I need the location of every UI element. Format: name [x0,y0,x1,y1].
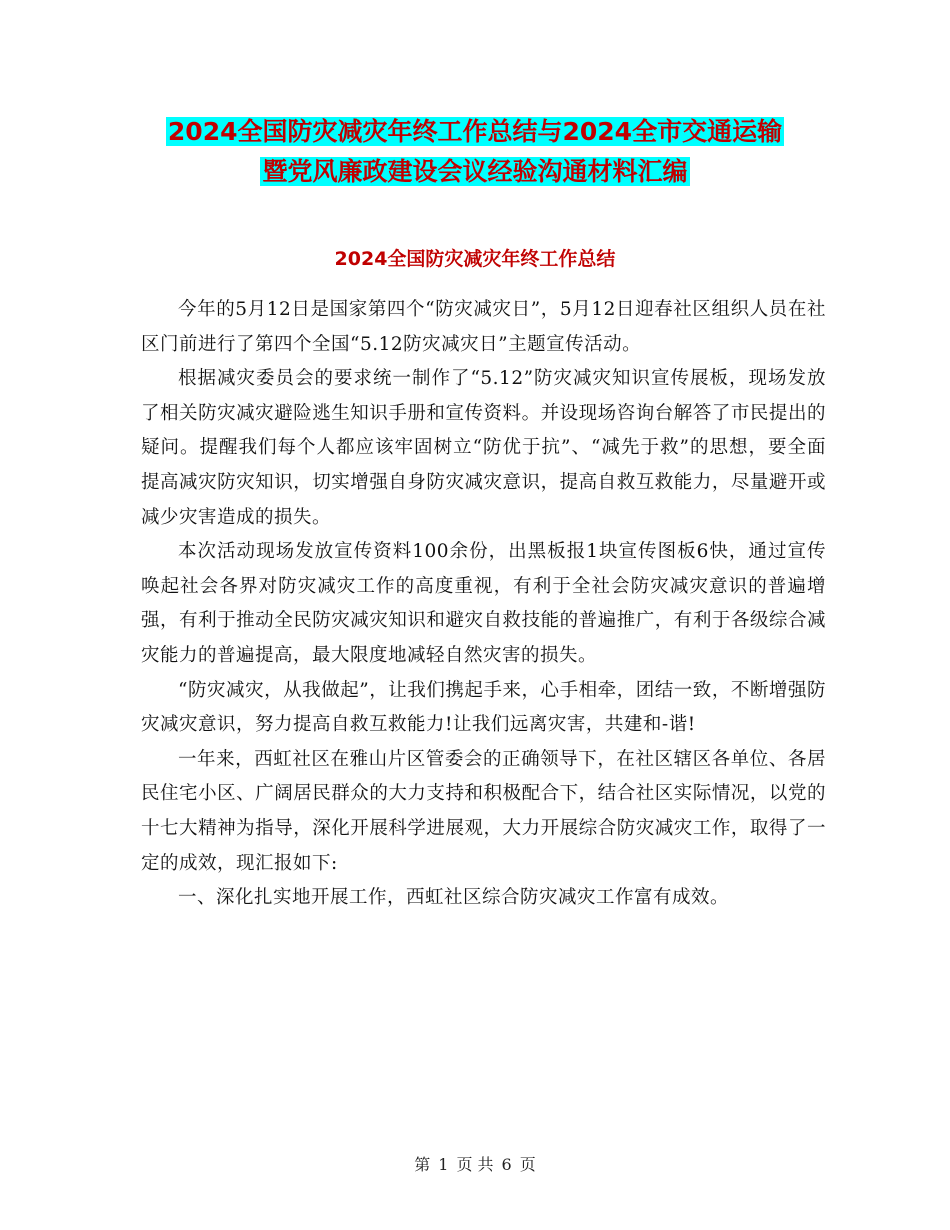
document-title [0,112,950,192]
paragraph-3: 本次活动现场发放宣传资料100余份，出黑板报1块宣传图板6快，通过宣传唤起社会各界对防灾减灾工作的高度重视，有利于全社会防灾减灾意识的普遍增强，有利于推动全民防灾减灾知识和避灾自救技能的普遍推广，有利于各级综合减灾能力的普遍提高，最大限度地减轻自然灾害的损失。 [141,541,826,666]
page-number: 1 [438,1155,449,1174]
footer-prefix: 第 [414,1155,431,1174]
paragraph-5: 一年来，西虹社区在雅山片区管委会的正确领导下，在社区辖区各单位、各居民住宅小区、广阔居民群众的大力支持和积极配合下，结合社区实际情况，以党的十七大精神为指导，深化开展科学进展观，大力开展综合防灾减灾工作，取得了一定的成效，现汇报如下: [141,748,826,874]
footer-suffix: 页 [519,1155,536,1174]
footer-mid: 页 共 [456,1155,494,1174]
title-highlight: 2024全国防灾减灾年终工作总结与2024全市交通运输 [167,117,783,146]
document-title-line-2 [0,152,950,192]
paragraph-1: 今年的5月12日是国家第四个“防灾减灾日”，5月12日迎春社区组织人员在社区门前进行了第四个全国“5.12防灾减灾日”主题宣传活动。 [141,299,826,355]
document-body [141,293,826,916]
page-footer [0,1153,950,1177]
paragraph-2: 根据减灾委员会的要求统一制作了“5.12”防灾减灾知识宣传展板，现场发放了相关防灾减灾避险逃生知识手册和宣传资料。并设现场咨询台解答了市民提出的疑问。提醒我们每个人都应该牢固树立“防优于抗”、“减先于救”的思想，要全面提高减灾防灾知识，切实增强自身防灾减灾意识，提高自救互救能力，尽量避开或减少灾害造成的损失。 [141,368,826,528]
section-title: 2024全国防灾减灾年终工作总结 [334,248,616,270]
page-total: 6 [501,1155,512,1174]
paragraph-4: “防灾减灾，从我做起”，让我们携起手来，心手相牵，团结一致，不断增强防灾减灾意识，努力提高自救互救能力!让我们远离灾害，共建和-谐! [141,679,826,736]
document-title-line-1 [0,112,950,152]
title-highlight: 暨党风廉政建设会议经验沟通材料汇编 [262,157,688,186]
paragraph-6: 一、深化扎实地开展工作，西虹社区综合防灾减灾工作富有成效。 [178,887,730,909]
